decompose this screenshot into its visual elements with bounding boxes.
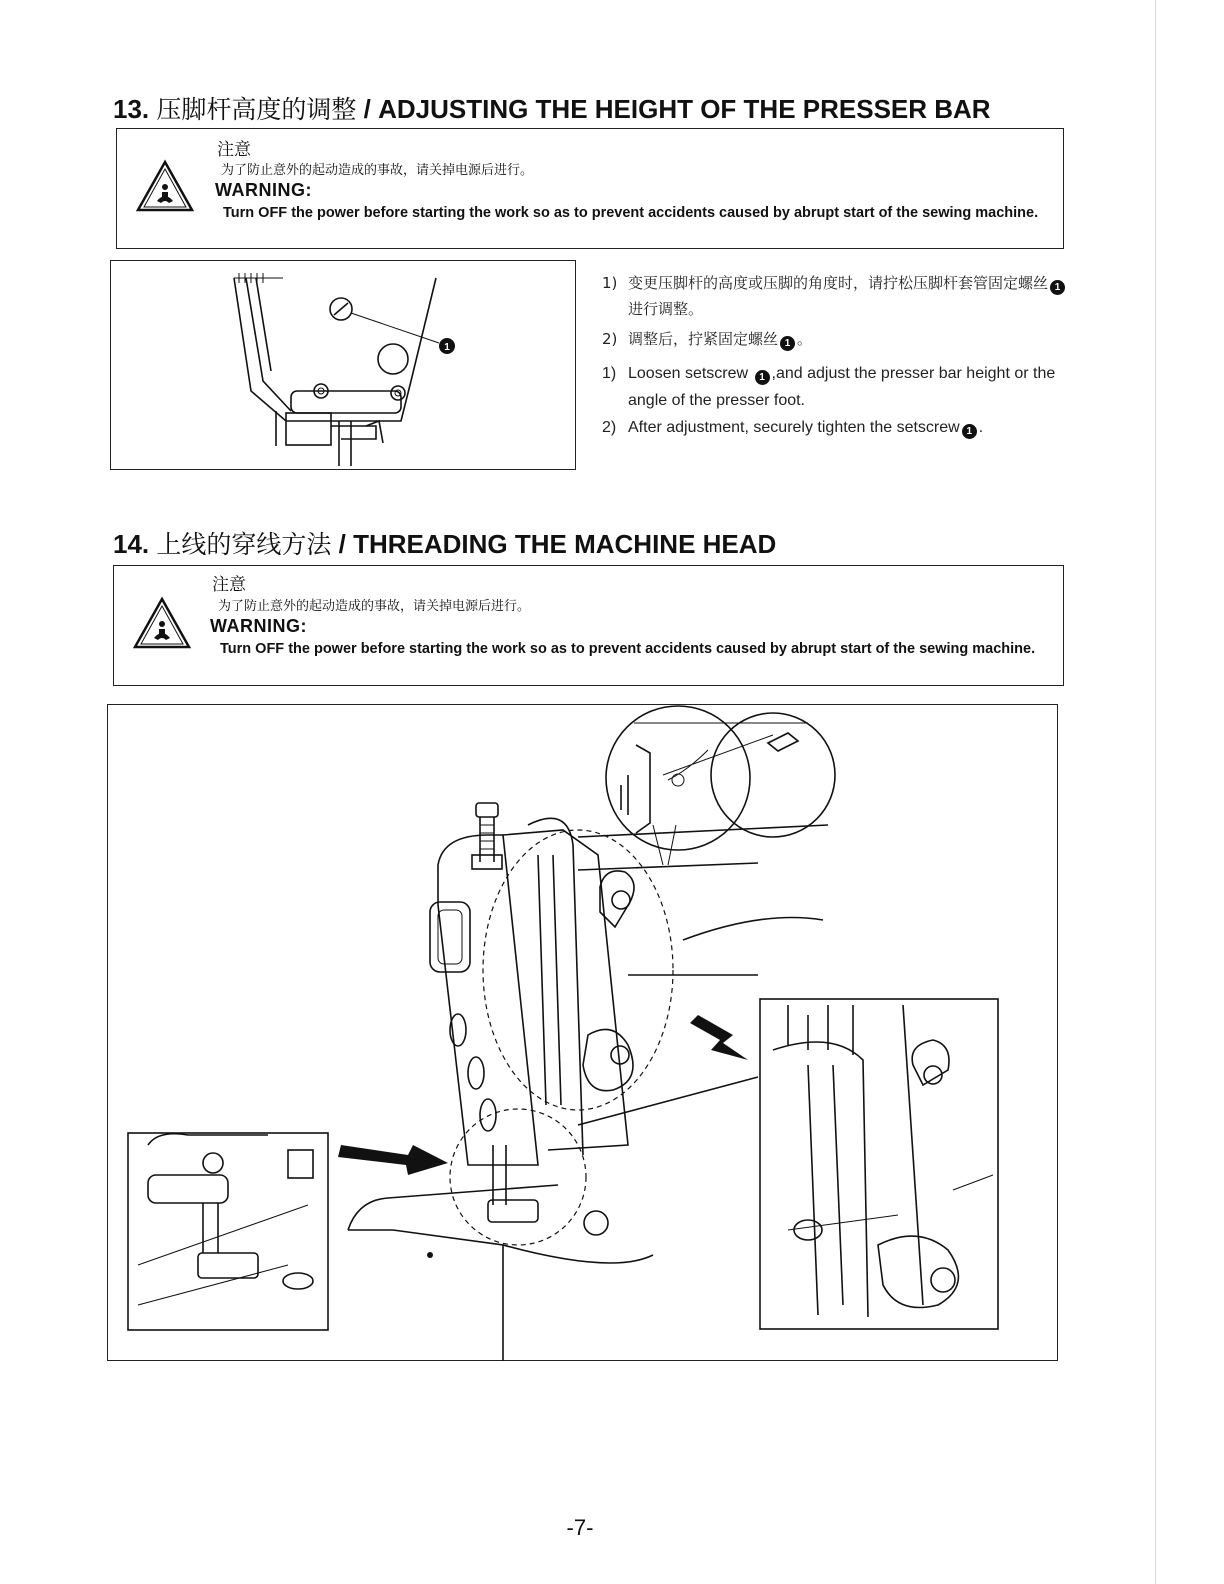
callout-1-icon: 1 <box>780 336 795 351</box>
step-en-2-number: 2) <box>602 419 617 436</box>
warning-triangle-icon <box>135 159 195 213</box>
step-cn-2 <box>602 326 1072 352</box>
warning-en-text: Turn OFF the power before starting the work so as to prevent accidents caused by abrupt start of the sewing machine. <box>223 205 1039 221</box>
warning-en-title: WARNING: <box>215 180 312 200</box>
step-en-2-text-a: After adjustment, securely tighten the setscrew <box>628 419 960 436</box>
section-14-title-cn: 上线的穿线方法 <box>156 530 332 559</box>
step-en-2 <box>602 414 1072 441</box>
step-cn-1-text-a: 变更压脚杆的高度或压脚的角度时，请拧松压脚杆套管固定螺丝 <box>628 274 1049 292</box>
warning-en-title: WARNING: <box>210 616 307 636</box>
section-13-number: 13. <box>113 94 150 124</box>
step-cn-1-text-b: 进行调整。 <box>628 300 704 318</box>
page-edge-line <box>1155 0 1156 1584</box>
presser-bar-illustration <box>111 261 577 471</box>
step-cn-1 <box>602 270 1072 322</box>
callout-1-icon: 1 <box>755 370 770 385</box>
presser-bar-figure <box>110 260 576 470</box>
step-en-2-text-b: . <box>978 419 984 436</box>
step-en-1-text-a: Loosen setscrew <box>628 365 753 382</box>
section-14-separator: / <box>331 529 354 559</box>
threading-illustration <box>108 705 1059 1362</box>
warning-en-text: Turn OFF the power before starting the work so as to prevent accidents caused by abrupt start of the sewing machine. <box>220 641 1036 657</box>
section-13-steps <box>602 270 1072 441</box>
section-13-title-cn: 压脚杆高度的调整 <box>156 95 357 124</box>
step-en-1-number: 1) <box>602 365 617 382</box>
callout-1-icon: 1 <box>962 424 977 439</box>
step-en-1 <box>602 360 1072 414</box>
step-cn-2-text-b: 。 <box>797 330 813 348</box>
section-13-warning-box <box>116 128 1064 249</box>
warning-cn-title: 注意 <box>217 140 251 160</box>
figure-13-callout: 1 <box>444 342 450 353</box>
section-14-number: 14. <box>113 529 150 559</box>
threading-figure <box>107 704 1058 1361</box>
section-13-separator: / <box>356 94 379 124</box>
section-14-heading <box>113 525 776 561</box>
section-13-heading <box>113 90 991 126</box>
page-number: -7- <box>566 1515 594 1540</box>
warning-triangle-icon <box>132 596 192 650</box>
step-cn-1-number: 1) <box>602 274 618 292</box>
step-cn-2-text-a: 调整后，拧紧固定螺丝 <box>628 330 779 348</box>
section-14-warning-box <box>113 565 1064 686</box>
warning-cn-text: 为了防止意外的起动造成的事故，请关掉电源后进行。 <box>218 599 531 614</box>
callout-1-icon: 1 <box>1050 280 1065 295</box>
step-en-1-text-b: ,and adjust the presser bar height or the angle of the presser foot. <box>628 365 1056 409</box>
step-cn-2-number: 2) <box>602 330 618 348</box>
section-13-title-en: ADJUSTING THE HEIGHT OF THE PRESSER BAR <box>378 94 991 124</box>
section-14-title-en: THREADING THE MACHINE HEAD <box>353 529 777 559</box>
warning-cn-title: 注意 <box>212 575 246 595</box>
warning-cn-text: 为了防止意外的起动造成的事故，请关掉电源后进行。 <box>221 163 534 178</box>
